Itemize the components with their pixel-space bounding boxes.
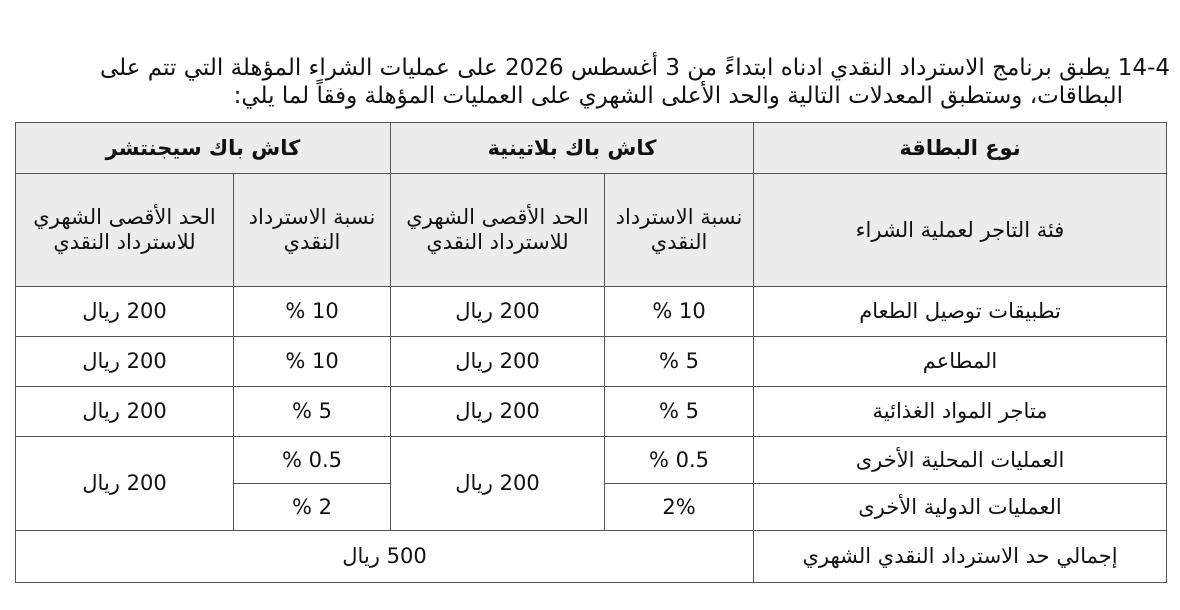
row-platinum-rate: 5 % — [605, 337, 754, 387]
row-platinum-max: 200 ريال — [391, 387, 605, 437]
row-platinum-rate: 0.5 % — [605, 437, 754, 484]
total-row — [16, 531, 1167, 583]
cashback-table — [15, 122, 1167, 583]
row-platinum-rate: 10 % — [605, 287, 754, 337]
subheader-platinum-rate: نسبة الاسترداد النقدي — [605, 174, 754, 287]
other-signature-max: 200 ريال — [16, 437, 234, 531]
subheader-signature-max: الحد الأقصى الشهري للاسترداد النقدي — [16, 174, 234, 287]
row-signature-rate: 5 % — [234, 387, 391, 437]
header-signature: كاش باك سيجنتشر — [16, 123, 391, 174]
subheader-merchant-category: فئة التاجر لعملية الشراء — [754, 174, 1167, 287]
row-signature-rate: 0.5 % — [234, 437, 391, 484]
row-signature-max: 200 ريال — [16, 287, 234, 337]
other-platinum-max: 200 ريال — [391, 437, 605, 531]
row-category: المطاعم — [754, 337, 1167, 387]
row-signature-rate: 10 % — [234, 337, 391, 387]
total-value: 500 ريال — [16, 531, 754, 583]
header-platinum: كاش باك بلاتينية — [391, 123, 754, 174]
row-category: العمليات المحلية الأخرى — [754, 437, 1167, 484]
intro-text-1: يطبق برنامج الاسترداد النقدي ادناه ابتداءً من 3 أغسطس 2026 على عمليات الشراء المؤهلة التي تتم على — [99, 55, 1111, 81]
row-platinum-rate: 2% — [605, 484, 754, 531]
row-signature-rate: 2 % — [234, 484, 391, 531]
intro-text-2: البطاقات، وستطبق المعدلات التالية والحد الأعلى الشهري على العمليات المؤهلة وفقاً لما يلي: — [233, 83, 1123, 109]
row-category: متاجر المواد الغذائية — [754, 387, 1167, 437]
table-row — [16, 337, 1167, 387]
row-platinum-rate: 5 % — [605, 387, 754, 437]
subheader-platinum-max: الحد الأقصى الشهري للاسترداد النقدي — [391, 174, 605, 287]
row-platinum-max: 200 ريال — [391, 287, 605, 337]
intro-line-1 — [10, 55, 1170, 81]
row-category: تطبيقات توصيل الطعام — [754, 287, 1167, 337]
table-row — [16, 387, 1167, 437]
table-row — [16, 437, 1167, 484]
row-platinum-max: 200 ريال — [391, 337, 605, 387]
subheader-signature-rate: نسبة الاسترداد النقدي — [234, 174, 391, 287]
total-label: إجمالي حد الاسترداد النقدي الشهري — [754, 531, 1167, 583]
header-card-type: نوع البطاقة — [754, 123, 1167, 174]
row-signature-max: 200 ريال — [16, 387, 234, 437]
row-category: العمليات الدولية الأخرى — [754, 484, 1167, 531]
table-row — [16, 287, 1167, 337]
row-signature-rate: 10 % — [234, 287, 391, 337]
intro-line-2 — [10, 83, 1170, 109]
clause-number: 14-4 — [1117, 55, 1170, 81]
row-signature-max: 200 ريال — [16, 337, 234, 387]
